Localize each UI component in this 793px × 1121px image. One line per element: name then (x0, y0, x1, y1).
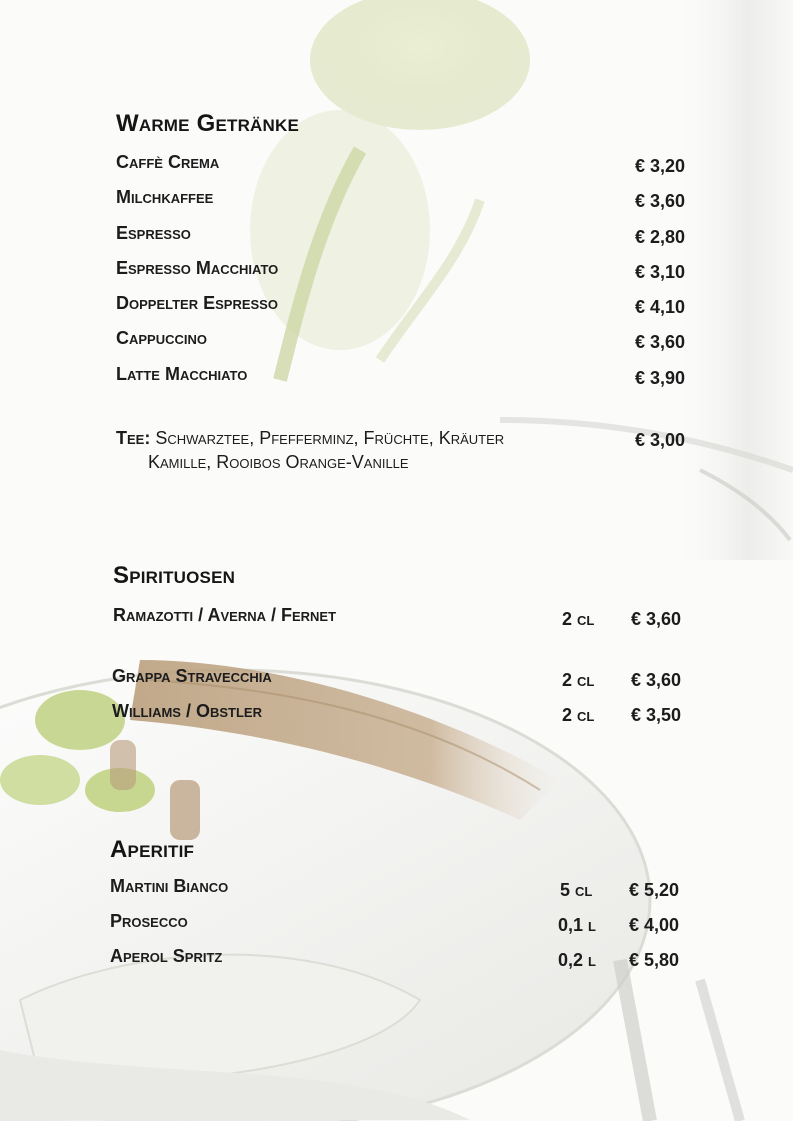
item-price: € 3,60 (635, 191, 686, 211)
item-name: Latte Macchiato (116, 364, 248, 384)
item-quantity: 2 cl (562, 609, 595, 629)
item-quantity: 2 cl (562, 705, 595, 725)
item-name: Espresso (116, 223, 191, 243)
item-price: € 3,90 (635, 368, 686, 388)
item-name: Grappa Stravecchia (112, 666, 272, 686)
item-name: Aperol Spritz (110, 946, 223, 966)
menu-item (0, 364, 793, 388)
menu-item (0, 605, 793, 629)
tea-label: Tee: (116, 428, 151, 448)
tea-varieties-1: Schwarztee, Pfefferminz, Früchte, Kräuter (155, 428, 505, 448)
item-name: Doppelter Espresso (116, 293, 278, 313)
menu-item (0, 223, 793, 247)
item-price: € 3,60 (635, 332, 686, 352)
tea-varieties-2: Kamille, Rooibos Orange-Vanille (148, 452, 409, 472)
item-quantity: 0,1 l (558, 915, 596, 935)
menu-item (0, 258, 793, 282)
item-price: € 3,10 (635, 262, 686, 282)
item-price: € 3,50 (631, 705, 682, 725)
section-heading-warme-getraenke: Warme Getränke (116, 110, 300, 137)
item-price: € 3,20 (635, 156, 686, 176)
menu-item (0, 701, 793, 725)
item-price: € 5,80 (629, 950, 680, 970)
section-heading-aperitif: Aperitif (110, 836, 195, 863)
item-name: Williams / Obstler (112, 701, 262, 721)
item-price: € 3,60 (631, 670, 682, 690)
item-name: Milchkaffee (116, 187, 214, 207)
menu-item (0, 666, 793, 690)
item-price: € 3,60 (631, 609, 682, 629)
item-quantity: 5 cl (560, 880, 593, 900)
item-quantity: 2 cl (562, 670, 595, 690)
menu-item (0, 187, 793, 211)
menu-item (0, 152, 793, 176)
menu-item (0, 911, 793, 935)
tea-price: € 3,00 (635, 430, 686, 450)
tea-line-2 (148, 452, 409, 473)
tea-line-1 (116, 428, 504, 449)
item-name: Cappuccino (116, 328, 208, 348)
item-name: Martini Bianco (110, 876, 229, 896)
item-price: € 2,80 (635, 227, 686, 247)
item-name: Prosecco (110, 911, 188, 931)
item-name: Caffè Crema (116, 152, 220, 172)
item-price: € 4,10 (635, 297, 686, 317)
menu-item (0, 946, 793, 970)
item-name: Ramazotti / Averna / Fernet (113, 605, 337, 625)
section-heading-spirituosen: Spirituosen (113, 562, 236, 589)
item-price: € 4,00 (629, 915, 680, 935)
menu-item (0, 328, 793, 352)
item-price: € 5,20 (629, 880, 680, 900)
item-quantity: 0,2 l (558, 950, 596, 970)
menu-item (0, 876, 793, 900)
item-name: Espresso Macchiato (116, 258, 279, 278)
menu-item (0, 293, 793, 317)
